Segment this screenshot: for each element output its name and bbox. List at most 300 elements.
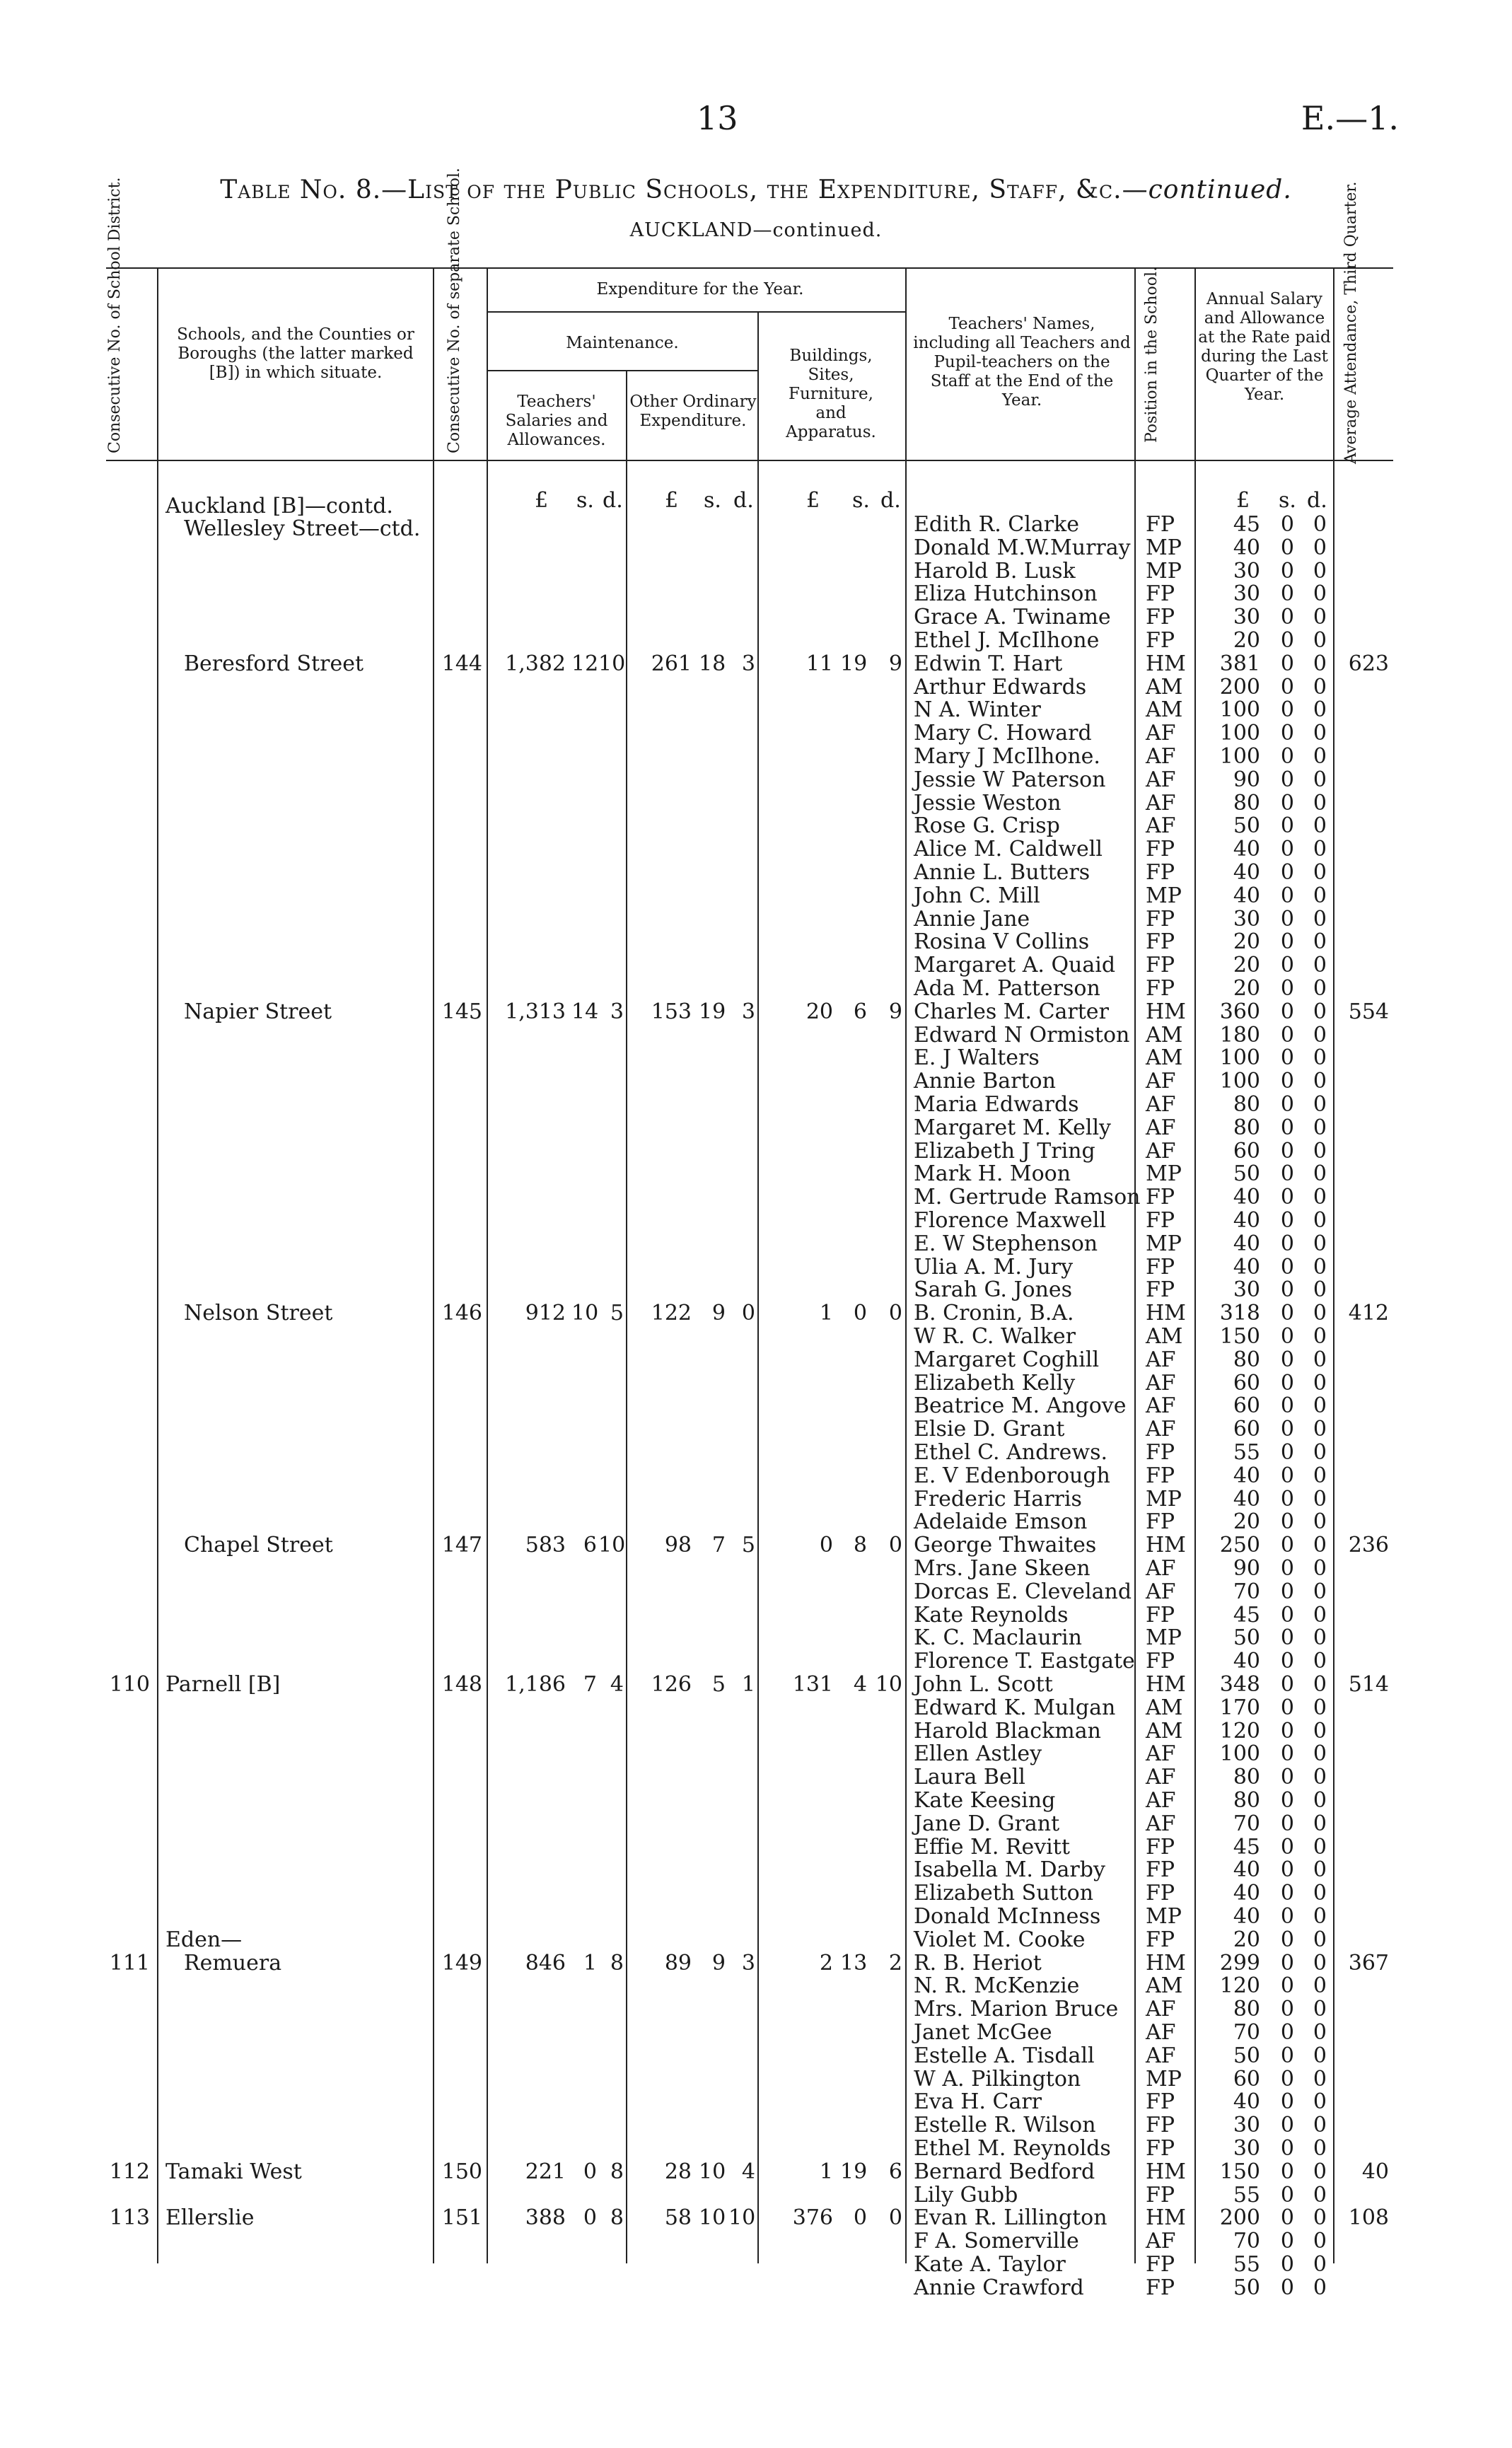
- salary-shillings: 0: [1280, 2159, 1294, 2184]
- other-pounds: 122: [651, 1301, 692, 1326]
- other-pence: 3: [741, 651, 755, 676]
- teacher-name: Mark H. Moon: [914, 1161, 1071, 1187]
- school-number: 147: [441, 1533, 482, 1558]
- teacher-position: HM: [1146, 1672, 1186, 1697]
- teacher-name: Ethel J. McIlhone: [914, 628, 1100, 653]
- teacher-name: Elizabeth J Tring: [914, 1138, 1095, 1164]
- salary-pence: 0: [1313, 999, 1327, 1024]
- teacher-name: Ethel C. Andrews.: [914, 1440, 1108, 1465]
- salary-pence: 0: [1313, 1718, 1327, 1744]
- salary-pence: 0: [1313, 1765, 1327, 1790]
- school-number: 146: [441, 1301, 482, 1326]
- salary-pounds: 40: [1233, 1857, 1260, 1883]
- teacher-position: FP: [1146, 953, 1175, 978]
- salaries-pence: 3: [610, 999, 624, 1024]
- buildings-shillings: 4: [853, 1672, 867, 1697]
- other-pence: 1: [741, 1672, 755, 1697]
- buildings-pounds: 2: [819, 1950, 833, 1976]
- salary-pence: 0: [1313, 2136, 1327, 2161]
- salaries-pence: 8: [610, 2159, 624, 2184]
- salary-shillings: 0: [1280, 2252, 1294, 2277]
- other-shillings: 10: [699, 2205, 726, 2231]
- teacher-position: FP: [1146, 1254, 1175, 1280]
- salary-shillings: 0: [1280, 1393, 1294, 1419]
- salary-shillings: 0: [1280, 1138, 1294, 1164]
- salaries-pence: 10: [598, 651, 626, 676]
- salary-pence: 0: [1313, 628, 1327, 653]
- salary-shillings: 0: [1280, 1973, 1294, 1999]
- salary-pounds: 20: [1233, 628, 1260, 653]
- header-teachers: Teachers' Names, including all Teachers and Pupil-teachers on the Staff at the End of the Year.: [913, 315, 1131, 410]
- teacher-name: N. R. McKenzie: [914, 1973, 1080, 1999]
- salary-pence: 0: [1313, 1579, 1327, 1604]
- salary-pence: 0: [1313, 1904, 1327, 1929]
- salary-pence: 0: [1313, 2020, 1327, 2045]
- salary-shillings: 0: [1280, 1533, 1294, 1558]
- salary-pence: 0: [1313, 1347, 1327, 1372]
- salary-shillings: 0: [1280, 2043, 1294, 2068]
- salary-pence: 0: [1313, 2089, 1327, 2115]
- salary-pence: 0: [1313, 1277, 1327, 1303]
- salary-pence: 0: [1313, 512, 1327, 537]
- teacher-name: Margaret A. Quaid: [914, 953, 1116, 978]
- attendance: 108: [1348, 2205, 1389, 2231]
- salary-pounds: 60: [1233, 2066, 1260, 2092]
- salary-pence: 0: [1313, 837, 1327, 862]
- buildings-shillings: 8: [853, 1533, 867, 1558]
- header-buildings: Buildings, Sites, Furniture, and Apparatus.: [786, 347, 876, 441]
- salary-pounds: 180: [1219, 1022, 1260, 1048]
- salary-shillings: 0: [1280, 883, 1294, 908]
- teacher-position: AF: [1146, 744, 1176, 769]
- salaries-shillings: 6: [583, 1533, 597, 1558]
- teacher-position: AF: [1146, 1579, 1176, 1604]
- salaries-pence: 5: [610, 1301, 624, 1326]
- teacher-position: FP: [1146, 512, 1175, 537]
- teacher-name: F A. Somerville: [914, 2229, 1079, 2254]
- salary-pounds: 40: [1233, 1463, 1260, 1488]
- buildings-pounds: 1: [819, 1301, 833, 1326]
- teacher-position: AM: [1146, 697, 1183, 723]
- teacher-position: FP: [1146, 860, 1175, 885]
- salary-shillings: 0: [1280, 1927, 1294, 1952]
- teacher-position: FP: [1146, 976, 1175, 1001]
- school-name: Eden—: [165, 1927, 243, 1952]
- salary-shillings: 0: [1280, 1231, 1294, 1256]
- salary-shillings: 0: [1280, 674, 1294, 700]
- currency-buildings-s: s.: [852, 488, 870, 513]
- salary-shillings: 0: [1280, 1695, 1294, 1720]
- salaries-shillings: 0: [583, 2159, 597, 2184]
- teacher-name: Eliza Hutchinson: [914, 581, 1098, 607]
- salary-shillings: 0: [1280, 1417, 1294, 1442]
- salary-pounds: 120: [1219, 1973, 1260, 1999]
- salary-shillings: 0: [1280, 581, 1294, 607]
- currency-buildings-pound: £: [806, 488, 820, 513]
- salary-pence: 0: [1313, 1602, 1327, 1628]
- salary-pounds: 30: [1233, 581, 1260, 607]
- teacher-name: Annie Barton: [914, 1069, 1056, 1094]
- salary-pounds: 90: [1233, 1556, 1260, 1581]
- teacher-position: MP: [1146, 2066, 1182, 2092]
- other-shillings: 18: [699, 651, 726, 676]
- salary-pounds: 40: [1233, 1231, 1260, 1256]
- teacher-position: MP: [1146, 1231, 1182, 1256]
- teacher-name: B. Cronin, B.A.: [914, 1301, 1074, 1326]
- salary-pence: 0: [1313, 1695, 1327, 1720]
- teacher-name: Jessie W Paterson: [914, 767, 1106, 792]
- salary-pence: 0: [1313, 1069, 1327, 1094]
- salary-pounds: 90: [1233, 767, 1260, 792]
- salary-shillings: 0: [1280, 1277, 1294, 1303]
- salary-shillings: 0: [1280, 1857, 1294, 1883]
- salary-pence: 0: [1313, 2182, 1327, 2208]
- other-pounds: 153: [651, 999, 692, 1024]
- teacher-name: Ellen Astley: [914, 1741, 1042, 1767]
- attendance: 554: [1348, 999, 1389, 1024]
- teacher-position: HM: [1146, 999, 1186, 1024]
- salary-pounds: 150: [1219, 2159, 1260, 2184]
- teacher-name: Donald M.W.Murray: [914, 535, 1131, 560]
- teacher-name: Violet M. Cooke: [914, 1927, 1086, 1952]
- title-main: List of the Public Schools, the Expenditure, Staff, &c.—: [407, 175, 1148, 204]
- teacher-position: HM: [1146, 2159, 1186, 2184]
- teacher-name: Rose G. Crisp: [914, 813, 1060, 839]
- teacher-name: Edwin T. Hart: [914, 651, 1063, 676]
- teacher-name: Margaret Coghill: [914, 1347, 1100, 1372]
- salary-pounds: 80: [1233, 790, 1260, 816]
- region-subtitle: AUCKLAND—continued.: [629, 219, 883, 241]
- teacher-name: Mrs. Marion Bruce: [914, 1997, 1119, 2022]
- teacher-name: Kate A. Taylor: [914, 2252, 1066, 2277]
- salary-pence: 0: [1313, 1509, 1327, 1535]
- salary-pence: 0: [1313, 1881, 1327, 1906]
- salary-shillings: 0: [1280, 906, 1294, 932]
- teacher-position: FP: [1146, 1834, 1175, 1860]
- header-bottom-rule: [106, 460, 1393, 461]
- salary-pounds: 80: [1233, 1115, 1260, 1140]
- salary-pence: 0: [1313, 1092, 1327, 1117]
- buildings-shillings: 0: [853, 2205, 867, 2231]
- teacher-position: FP: [1146, 1463, 1175, 1488]
- salary-shillings: 0: [1280, 1811, 1294, 1836]
- salary-pence: 0: [1313, 976, 1327, 1001]
- teacher-position: HM: [1146, 1301, 1186, 1326]
- teacher-position: AF: [1146, 1370, 1176, 1396]
- col-rule-8: [1194, 269, 1196, 2263]
- salary-pence: 0: [1313, 929, 1327, 955]
- salary-shillings: 0: [1280, 1881, 1294, 1906]
- teacher-position: MP: [1146, 1904, 1182, 1929]
- buildings-pounds: 0: [819, 1533, 833, 1558]
- school-number: 151: [441, 2205, 482, 2231]
- other-shillings: 9: [711, 1950, 726, 1976]
- salary-pence: 0: [1313, 1045, 1327, 1071]
- header-salary: Annual Salary and Allowance at the Rate paid during the Last Quarter of the Year.: [1198, 290, 1331, 404]
- buildings-shillings: 19: [840, 651, 868, 676]
- salary-shillings: 0: [1280, 1672, 1294, 1697]
- salaries-pounds: 846: [525, 1950, 566, 1976]
- buildings-pence: 10: [875, 1672, 902, 1697]
- salary-pence: 0: [1313, 1393, 1327, 1419]
- teacher-position: AM: [1146, 674, 1183, 700]
- salary-pounds: 80: [1233, 1347, 1260, 1372]
- other-pence: 10: [728, 2205, 756, 2231]
- salary-shillings: 0: [1280, 953, 1294, 978]
- teacher-position: AM: [1146, 1973, 1183, 1999]
- salary-pounds: 200: [1219, 2205, 1260, 2231]
- salary-shillings: 0: [1280, 1602, 1294, 1628]
- attendance: 412: [1348, 1301, 1389, 1326]
- salary-pounds: 30: [1233, 2113, 1260, 2138]
- attendance: 40: [1361, 2159, 1389, 2184]
- teacher-position: HM: [1146, 2205, 1186, 2231]
- salary-pence: 0: [1313, 1440, 1327, 1465]
- teacher-position: AM: [1146, 1324, 1183, 1349]
- salary-shillings: 0: [1280, 651, 1294, 676]
- salary-pounds: 40: [1233, 1649, 1260, 1674]
- salary-shillings: 0: [1280, 1254, 1294, 1280]
- other-pounds: 126: [651, 1672, 692, 1697]
- salary-pounds: 20: [1233, 976, 1260, 1001]
- teacher-name: M. Gertrude Ramson: [914, 1185, 1141, 1210]
- buildings-pence: 6: [888, 2159, 902, 2184]
- salary-pence: 0: [1313, 1997, 1327, 2022]
- salary-pounds: 50: [1233, 2043, 1260, 2068]
- salary-pence: 0: [1313, 1324, 1327, 1349]
- teacher-name: Estelle A. Tisdall: [914, 2043, 1095, 2068]
- salary-pounds: 170: [1219, 1695, 1260, 1720]
- header-top-rule: [106, 267, 1393, 269]
- buildings-pence: 9: [888, 999, 902, 1024]
- teacher-name: Charles M. Carter: [914, 999, 1109, 1024]
- salary-pence: 0: [1313, 1672, 1327, 1697]
- salary-pence: 0: [1313, 1649, 1327, 1674]
- salary-shillings: 0: [1280, 1625, 1294, 1651]
- salary-pounds: 40: [1233, 2089, 1260, 2115]
- salary-pence: 0: [1313, 697, 1327, 723]
- salary-pence: 0: [1313, 1857, 1327, 1883]
- teacher-position: FP: [1146, 906, 1175, 932]
- teacher-name: Ada M. Patterson: [914, 976, 1100, 1001]
- teacher-name: Edward N Ormiston: [914, 1022, 1130, 1048]
- salary-pounds: 30: [1233, 1277, 1260, 1303]
- teacher-position: AF: [1146, 1741, 1176, 1767]
- teacher-position: FP: [1146, 1440, 1175, 1465]
- salary-shillings: 0: [1280, 1045, 1294, 1071]
- buildings-shillings: 19: [840, 2159, 868, 2184]
- salary-shillings: 0: [1280, 1579, 1294, 1604]
- salary-pounds: 50: [1233, 1625, 1260, 1651]
- salaries-pence: 8: [610, 2205, 624, 2231]
- teacher-name: Eva H. Carr: [914, 2089, 1042, 2115]
- salaries-pounds: 1,186: [505, 1672, 566, 1697]
- buildings-pounds: 11: [806, 651, 833, 676]
- buildings-pounds: 20: [806, 999, 833, 1024]
- currency-salary-d: d.: [1307, 488, 1327, 513]
- teacher-position: AF: [1146, 1997, 1176, 2022]
- school-name: Napier Street: [184, 999, 332, 1024]
- salary-pounds: 80: [1233, 1765, 1260, 1790]
- teacher-name: Evan R. Lillington: [914, 2205, 1107, 2231]
- teacher-name: Jessie Weston: [914, 790, 1062, 816]
- page-number: 13: [697, 99, 738, 137]
- teacher-position: MP: [1146, 535, 1182, 560]
- teacher-position: FP: [1146, 1602, 1175, 1628]
- district-number: 110: [109, 1672, 150, 1697]
- teacher-name: Kate Reynolds: [914, 1602, 1069, 1628]
- teacher-name: N A. Winter: [914, 697, 1041, 723]
- header-salaries: Teachers' Salaries and Allowances.: [505, 393, 608, 449]
- teacher-name: Florence T. Eastgate: [914, 1649, 1135, 1674]
- currency-salaries-pound: £: [535, 488, 549, 513]
- other-shillings: 9: [711, 1301, 726, 1326]
- teacher-position: AF: [1146, 2043, 1176, 2068]
- salary-pence: 0: [1313, 2252, 1327, 2277]
- salary-pounds: 45: [1233, 1602, 1260, 1628]
- other-shillings: 19: [699, 999, 726, 1024]
- salary-pounds: 45: [1233, 1834, 1260, 1860]
- salary-shillings: 0: [1280, 697, 1294, 723]
- salary-pence: 0: [1313, 558, 1327, 584]
- currency-salaries-d: d.: [603, 488, 623, 513]
- teacher-position: HM: [1146, 1533, 1186, 1558]
- other-pounds: 58: [664, 2205, 692, 2231]
- salary-pounds: 70: [1233, 2229, 1260, 2254]
- teacher-position: MP: [1146, 1161, 1182, 1187]
- teacher-name: Ethel M. Reynolds: [914, 2136, 1111, 2161]
- other-pence: 4: [741, 2159, 755, 2184]
- salary-pounds: 100: [1219, 1045, 1260, 1071]
- salary-pence: 0: [1313, 1741, 1327, 1767]
- teacher-name: Mary C. Howard: [914, 721, 1092, 746]
- salaries-pounds: 1,382: [505, 651, 566, 676]
- salary-pence: 0: [1313, 1463, 1327, 1488]
- teacher-name: E. V Edenborough: [914, 1463, 1110, 1488]
- teacher-position: AF: [1146, 1069, 1176, 1094]
- salary-shillings: 0: [1280, 512, 1294, 537]
- salary-pounds: 40: [1233, 1486, 1260, 1512]
- header-schools: Schools, and the Counties or Boroughs (the latter marked [B]) in which situate.: [177, 325, 414, 382]
- salary-pounds: 40: [1233, 837, 1260, 862]
- salary-pounds: 55: [1233, 2252, 1260, 2277]
- salary-pence: 0: [1313, 2205, 1327, 2231]
- school-name: Nelson Street: [184, 1301, 333, 1326]
- teacher-name: Sarah G. Jones: [914, 1277, 1073, 1303]
- salary-shillings: 0: [1280, 837, 1294, 862]
- salaries-pence: 8: [610, 1950, 624, 1976]
- salary-pounds: 100: [1219, 1069, 1260, 1094]
- teacher-position: FP: [1146, 1509, 1175, 1535]
- other-pence: 3: [741, 1950, 755, 1976]
- salary-pence: 0: [1313, 1022, 1327, 1048]
- salary-pence: 0: [1313, 1625, 1327, 1651]
- salary-shillings: 0: [1280, 1486, 1294, 1512]
- salary-pounds: 40: [1233, 860, 1260, 885]
- salaries-pounds: 221: [525, 2159, 566, 2184]
- header-attendance: Average Attendance, Third Quarter.: [1342, 181, 1360, 464]
- teacher-position: MP: [1146, 558, 1182, 584]
- teacher-position: FP: [1146, 581, 1175, 607]
- salary-pence: 0: [1313, 581, 1327, 607]
- salary-shillings: 0: [1280, 767, 1294, 792]
- buildings-pounds: 1: [819, 2159, 833, 2184]
- teacher-position: FP: [1146, 2182, 1175, 2208]
- salaries-shillings: 7: [583, 1672, 597, 1697]
- salary-shillings: 0: [1280, 2089, 1294, 2115]
- teacher-name: Edith R. Clarke: [914, 512, 1079, 537]
- salary-pounds: 100: [1219, 697, 1260, 723]
- salary-pounds: 60: [1233, 1370, 1260, 1396]
- other-pounds: 261: [651, 651, 692, 676]
- salary-shillings: 0: [1280, 2229, 1294, 2254]
- maintenance-rule: [487, 370, 757, 371]
- teacher-position: AF: [1146, 1115, 1176, 1140]
- teacher-name: Elsie D. Grant: [914, 1417, 1065, 1442]
- teacher-position: FP: [1146, 2252, 1175, 2277]
- teacher-name: Bernard Bedford: [914, 2159, 1095, 2184]
- salary-shillings: 0: [1280, 1904, 1294, 1929]
- currency-salary-pound: £: [1236, 488, 1250, 513]
- other-pence: 3: [741, 999, 755, 1024]
- salary-shillings: 0: [1280, 1463, 1294, 1488]
- salary-pounds: 20: [1233, 1509, 1260, 1535]
- currency-other-d: d.: [733, 488, 754, 513]
- buildings-pence: 0: [888, 2205, 902, 2231]
- currency-buildings-d: d.: [880, 488, 901, 513]
- salary-pounds: 80: [1233, 1788, 1260, 1813]
- teacher-name: Margaret M. Kelly: [914, 1115, 1112, 1140]
- salary-shillings: 0: [1280, 2136, 1294, 2161]
- teacher-name: Lily Gubb: [914, 2182, 1018, 2208]
- teacher-name: John L. Scott: [914, 1672, 1053, 1697]
- other-pence: 5: [741, 1533, 755, 1558]
- title-prefix: Table No. 8.—: [220, 175, 408, 204]
- salaries-shillings: 1: [583, 1950, 597, 1976]
- other-shillings: 5: [711, 1672, 726, 1697]
- teacher-position: FP: [1146, 1277, 1175, 1303]
- salary-shillings: 0: [1280, 1649, 1294, 1674]
- salaries-shillings: 14: [571, 999, 599, 1024]
- teacher-name: E. W Stephenson: [914, 1231, 1098, 1256]
- attendance: 623: [1348, 651, 1389, 676]
- salary-pounds: 70: [1233, 2020, 1260, 2045]
- table-title: [0, 175, 1512, 204]
- teacher-name: Grace A. Twiname: [914, 605, 1111, 630]
- salary-shillings: 0: [1280, 1092, 1294, 1117]
- teacher-position: AF: [1146, 813, 1176, 839]
- teacher-name: George Thwaites: [914, 1533, 1097, 1558]
- teacher-position: AF: [1146, 721, 1176, 746]
- teacher-position: HM: [1146, 651, 1186, 676]
- attendance: 514: [1348, 1672, 1389, 1697]
- salary-pence: 0: [1313, 813, 1327, 839]
- teacher-position: AF: [1146, 1092, 1176, 1117]
- teacher-position: FP: [1146, 2089, 1175, 2115]
- teacher-position: FP: [1146, 1857, 1175, 1883]
- teacher-position: AF: [1146, 2020, 1176, 2045]
- teacher-name: Estelle R. Wilson: [914, 2113, 1096, 2138]
- salary-shillings: 0: [1280, 2066, 1294, 2092]
- teacher-name: Janet McGee: [914, 2020, 1052, 2045]
- attendance: 367: [1348, 1950, 1389, 1976]
- school-number: 144: [441, 651, 482, 676]
- salary-shillings: 0: [1280, 1440, 1294, 1465]
- teacher-position: FP: [1146, 2275, 1175, 2300]
- school-name: Tamaki West: [165, 2159, 302, 2184]
- salary-pounds: 55: [1233, 1440, 1260, 1465]
- salary-pounds: 200: [1219, 674, 1260, 700]
